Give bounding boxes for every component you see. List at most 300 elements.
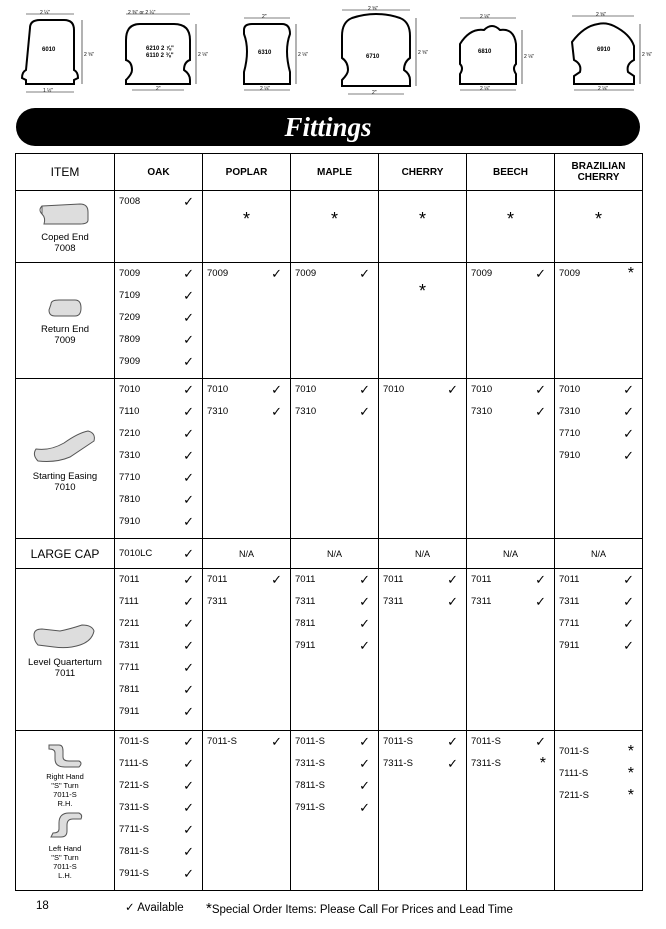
check-mark-icon: ✓ [183,266,194,281]
star-icon: * [627,265,634,282]
code-entry [115,863,202,885]
large-cap-brazilian: N/A [555,539,643,569]
code-number: 7811-S [295,780,325,791]
code-number: 7011 [119,574,140,585]
level-quarterturn-maple [291,569,379,731]
profile-6310-width: 2" [262,14,267,20]
header-item: ITEM [16,154,115,191]
code-entry [291,753,378,775]
check-mark-icon: ✓ [271,382,282,397]
check-mark-icon: ✓ [359,638,370,653]
profile-6710-height: 2 ⅝" [418,50,429,56]
code-entry [379,379,466,401]
code-number: 7311 [383,596,404,607]
check-mark-icon: ✓ [183,844,194,859]
code-number: 7010 [383,384,405,395]
code-entry [379,753,466,775]
profile-6910-base: 2 ⅛" [598,86,609,92]
coped-end-oak [115,191,203,263]
profile-6710-width: 2 ⅝" [368,6,379,12]
code-number: 7011-S [471,736,501,747]
code-entry [291,775,378,797]
code-entry [115,569,202,591]
check-mark-icon: ✓ [183,426,194,441]
profile-6010-base: 1 ½" [43,88,54,94]
profile-6910-height: 2 ⅝" [642,52,653,58]
starting-easing-brazilian [555,379,643,539]
code-entry [291,797,378,819]
check-mark-icon: ✓ [183,545,194,561]
level-quarterturn-brazilian [555,569,643,731]
starting-easing-maple [291,379,379,539]
code-entry [115,701,202,723]
code-entry [115,401,202,423]
profile-6810-width: 2 ⅛" [480,14,491,20]
code-entry [115,511,202,533]
code-entry [379,569,466,591]
s-turn-cherry [379,731,467,891]
check-mark-icon: ✓ [623,448,634,463]
code-entry [203,591,290,613]
return-end-number: 7009 [54,334,76,346]
code-number: 7009 [471,268,493,279]
code-entry [555,263,642,285]
code-entry [115,263,202,285]
code-entry [379,731,466,753]
profile-6310-label: 6310 [258,50,272,56]
code-entry [115,841,202,863]
code-number: 7011-S [559,746,589,757]
code-entry [115,657,202,679]
code-number: 7211-S [119,780,149,791]
code-number: 7310 [207,406,229,417]
level-quarterturn-beech [467,569,555,731]
coped-end-cherry [379,191,467,263]
row-level-quarterturn [16,569,643,731]
s-turn-poplar [203,731,291,891]
starting-easing-name: Starting Easing [32,470,98,482]
code-number: 7111 [119,596,139,607]
check-mark-icon: ✓ [271,734,282,749]
check-mark-icon: ✓ [623,404,634,419]
profile-6210-label: 6210 2 ⅞" [146,46,174,52]
check-mark-icon: ✓ [535,572,546,587]
code-number: 7310 [295,406,317,417]
level-quarterturn-name: Level Quarterturn [28,656,102,668]
return-end-beech [467,263,555,379]
code-number: 7010 [295,384,317,395]
code-number: 7711-S [119,824,149,835]
large-cap-oak [115,539,203,569]
header-brazilian-cherry: BRAZILIAN CHERRY [555,154,643,191]
code-entry [467,753,554,775]
right-hand-s-turn-icon [45,741,85,771]
code-number: 7011 [383,574,404,585]
code-entry [291,379,378,401]
s-turn-lh-number: 7011-S [53,862,77,871]
code-entry [115,613,202,635]
profile-6310-base: 2 ⅛" [260,86,271,92]
code-number: 7010 [207,384,229,395]
profile-6010-label: 6010 [42,47,56,53]
code-number: 7310 [559,406,581,417]
code-entry [203,263,290,285]
s-turn-lh-line2: "S" Turn [51,853,79,862]
code-number: 7009 [119,268,141,279]
special-order-star-icon: * [330,209,338,229]
check-mark-icon: ✓ [359,616,370,631]
code-number: 7311 [559,596,580,607]
code-entry [115,445,202,467]
code-entry [115,635,202,657]
special-order-star-icon: * [594,209,602,229]
level-quarterturn-cherry [379,569,467,731]
check-mark-icon: ✓ [183,514,194,529]
code-number: 7911-S [119,868,149,879]
profile-6210-height: 2 ⅛" [198,52,209,58]
code-number: 7010 [471,384,493,395]
code-entry [467,401,554,423]
code-number: 7010 [119,384,141,395]
code-entry [115,591,202,613]
s-turn-rh-line2: "S" Turn [51,781,79,790]
code-number: 7910 [119,516,141,527]
code-entry [555,785,642,807]
fittings-table [15,153,643,891]
profile-6210-width: 2 ⅜" or 2 ¼" [128,10,156,16]
s-turn-brazilian [555,731,643,891]
code-number: 7011 [559,574,580,585]
code-number: 7211-S [559,790,589,801]
return-end-name: Return End [40,323,90,335]
row-return-end [16,263,643,379]
code-number: 7311-S [471,758,501,769]
check-mark-icon: ✓ [183,594,194,609]
item-level-quarterturn [16,569,115,731]
check-mark-icon: ✓ [447,734,458,749]
profile-6910-width: 2 ⅝" [596,12,607,18]
check-mark-icon: ✓ [359,572,370,587]
code-entry [555,423,642,445]
code-number: 7811 [295,618,316,629]
code-number: 7210 [119,428,141,439]
code-number: 7009 [559,268,581,279]
profile-6110-label: 6110 2 ⅜" [146,53,174,59]
header-cherry: CHERRY [379,154,467,191]
code-entry [467,379,554,401]
code-entry [555,635,642,657]
check-mark-icon: ✓ [623,594,634,609]
code-entry [467,731,554,753]
code-number: 7311 [207,596,228,607]
code-number: 7011-S [207,736,237,747]
legend-available: ✓ Available [125,902,184,914]
starting-easing-beech [467,379,555,539]
check-mark-icon: ✓ [535,266,546,281]
code-number: 7111-S [559,768,589,779]
s-turn-lh-abbr: L.H. [58,871,72,880]
star-icon: * [539,755,546,772]
code-number: 7911 [295,640,316,651]
code-entry [115,351,202,373]
code-entry [115,679,202,701]
coped-end-poplar [203,191,291,263]
starting-easing-number: 7010 [54,481,76,493]
code-entry [115,423,202,445]
code-entry [467,263,554,285]
level-quarterturn-oak [115,569,203,731]
code-entry [467,569,554,591]
large-cap-beech: N/A [467,539,555,569]
large-cap-poplar: N/A [203,539,291,569]
code-number: 7909 [119,356,141,367]
code-entry [379,591,466,613]
check-mark-icon: ✓ [271,404,282,419]
starting-easing-poplar [203,379,291,539]
handrail-profiles [0,0,666,104]
check-mark-icon: ✓ [183,448,194,463]
profile-6010-width: 2 ¼" [40,10,51,16]
check-mark-icon: ✓ [535,594,546,609]
coped-end-beech [467,191,555,263]
code-entry [203,731,290,753]
row-s-turn [16,731,643,891]
code-entry [115,329,202,351]
special-order-star-icon: * [418,281,426,301]
code-entry [203,569,290,591]
coped-end-icon [36,200,94,228]
code-number: 7211 [119,618,140,629]
code-number: 7811-S [119,846,149,857]
check-mark-icon: ✓ [183,682,194,697]
check-mark-icon: ✓ [183,310,194,325]
profile-6710-base: 2" [372,90,377,96]
code-number: 7011-S [119,736,149,747]
check-mark-icon: ✓ [359,800,370,815]
star-icon: * [206,900,212,917]
item-starting-easing [16,379,115,539]
code-number: 7010 [559,384,581,395]
large-cap-maple: N/A [291,539,379,569]
code-number: 7711 [559,618,580,629]
code-number: 7011 [207,574,228,585]
header-oak: OAK [115,154,203,191]
header-row [16,154,643,191]
legend-special-order [206,900,513,917]
profile-6010-height: 2 ⅝" [84,52,95,58]
level-quarterturn-icon [30,621,100,653]
code-entry [115,753,202,775]
return-end-brazilian [555,263,643,379]
check-mark-icon: ✓ [447,572,458,587]
check-mark-icon: ✓ [183,354,194,369]
code-number: 7710 [119,472,141,483]
code-number: 7209 [119,312,141,323]
check-mark-icon: ✓ [183,800,194,815]
s-turn-rh-abbr: R.H. [57,799,73,808]
star-icon: * [627,765,634,782]
code-number: 7011-S [383,736,413,747]
code-entry [555,401,642,423]
check-mark-icon: ✓ [183,822,194,837]
check-mark-icon: ✓ [359,594,370,609]
code-entry [115,797,202,819]
code-number: 7811 [119,684,140,695]
profile-6910-shape [572,23,634,84]
special-order-star-icon: * [418,209,426,229]
profile-6810-label: 6810 [478,49,492,55]
code-entry [555,445,642,467]
header-poplar: POPLAR [203,154,291,191]
code-number: 7008 [119,196,141,207]
code-entry [291,401,378,423]
coped-end-name: Coped End [41,231,89,243]
code-entry [291,635,378,657]
check-mark-icon: ✓ [183,866,194,881]
large-cap-cherry: N/A [379,539,467,569]
starting-easing-icon [30,425,100,467]
code-entry [555,613,642,635]
check-mark-icon: ✓ [183,616,194,631]
code-entry [203,401,290,423]
left-hand-s-turn-icon [45,811,85,843]
code-entry [115,307,202,329]
check-mark-icon: ✓ [535,382,546,397]
code-entry [115,467,202,489]
check-mark-icon: ✓ [623,426,634,441]
code-entry [555,763,642,785]
row-starting-easing [16,379,643,539]
s-turn-rh-number: 7011-S [53,790,77,799]
coped-end-number: 7008 [54,242,76,254]
return-end-cherry [379,263,467,379]
code-entry [291,569,378,591]
check-mark-icon: ✓ [183,734,194,749]
check-mark-icon: ✓ [623,382,634,397]
code-number: 7010LC [119,547,153,559]
code-number: 7809 [119,334,141,345]
check-mark-icon: ✓ [447,594,458,609]
code-number: 7109 [119,290,141,301]
code-number: 7711 [119,662,140,673]
code-entry [291,613,378,635]
check-mark-icon: ✓ [359,734,370,749]
code-number: 7011 [471,574,492,585]
row-large-cap [16,539,643,569]
check-mark-icon: ✓ [183,638,194,653]
return-end-poplar [203,263,291,379]
level-quarterturn-poplar [203,569,291,731]
item-large-cap: LARGE CAP [16,539,115,569]
check-mark-icon: ✓ [183,404,194,419]
code-entry [291,731,378,753]
s-turn-oak [115,731,203,891]
check-mark-icon: ✓ [183,778,194,793]
check-mark-icon: ✓ [183,194,194,209]
coped-end-maple [291,191,379,263]
check-mark-icon: ✓ [183,288,194,303]
profile-6310-height: 2 ⅛" [298,52,309,58]
s-turn-beech [467,731,555,891]
code-entry [555,741,642,763]
code-number: 7009 [295,268,317,279]
code-number: 7311 [471,596,492,607]
code-number: 7911 [119,706,140,717]
header-maple: MAPLE [291,154,379,191]
code-entry [115,543,202,565]
check-mark-icon: ✓ [183,572,194,587]
code-number: 7311 [295,596,316,607]
code-number: 7110 [119,406,140,417]
code-number: 7311-S [295,758,325,769]
check-mark-icon: ✓ [623,572,634,587]
check-mark-icon: ✓ [359,266,370,281]
code-number: 7311-S [383,758,413,769]
s-turn-maple [291,731,379,891]
profile-drawings [0,0,666,104]
s-turn-lh-line1: Left Hand [48,844,82,853]
code-number: 7911 [559,640,580,651]
star-icon: * [627,787,634,804]
code-number: 7111-S [119,758,149,769]
code-number: 7310 [471,406,493,417]
code-number: 7011-S [295,736,325,747]
starting-easing-cherry [379,379,467,539]
check-mark-icon: ✓ [359,756,370,771]
profile-6710-label: 6710 [366,54,380,60]
check-mark-icon: ✓ [535,734,546,749]
code-entry [291,263,378,285]
check-mark-icon: ✓ [183,332,194,347]
check-mark-icon: ✓ [623,638,634,653]
check-mark-icon: ✓ [535,404,546,419]
starting-easing-oak [115,379,203,539]
legend-special-order-text: Special Order Items: Please Call For Prices and Lead Time [211,904,513,916]
code-entry [467,591,554,613]
check-mark-icon: ✓ [623,616,634,631]
item-s-turn [16,731,115,891]
code-entry [555,569,642,591]
profile-6710-shape [342,14,410,86]
return-end-maple [291,263,379,379]
fittings-banner [16,108,640,146]
s-turn-rh-line1: Right Hand [46,772,84,781]
code-entry [115,489,202,511]
check-mark-icon: ✓ [359,382,370,397]
row-coped-end [16,191,643,263]
special-order-star-icon: * [242,209,250,229]
code-entry [555,591,642,613]
code-entry [115,379,202,401]
code-number: 7011 [295,574,316,585]
item-return-end [16,263,115,379]
code-number: 7911-S [295,802,325,813]
banner-title: Fittings [284,112,372,142]
profile-6210-base: 2" [156,86,161,92]
return-end-icon [45,296,85,320]
item-coped-end [16,191,115,263]
check-mark-icon: ✓ [359,778,370,793]
profile-6810-base: 2 ⅛" [480,86,491,92]
check-mark-icon: ✓ [447,382,458,397]
check-mark-icon: ✓ [183,492,194,507]
check-mark-icon: ✓ [183,382,194,397]
page-number: 18 [36,900,49,912]
profile-6810-height: 2 ⅛" [524,54,535,60]
coped-end-brazilian [555,191,643,263]
code-entry [115,775,202,797]
code-number: 7910 [559,450,581,461]
